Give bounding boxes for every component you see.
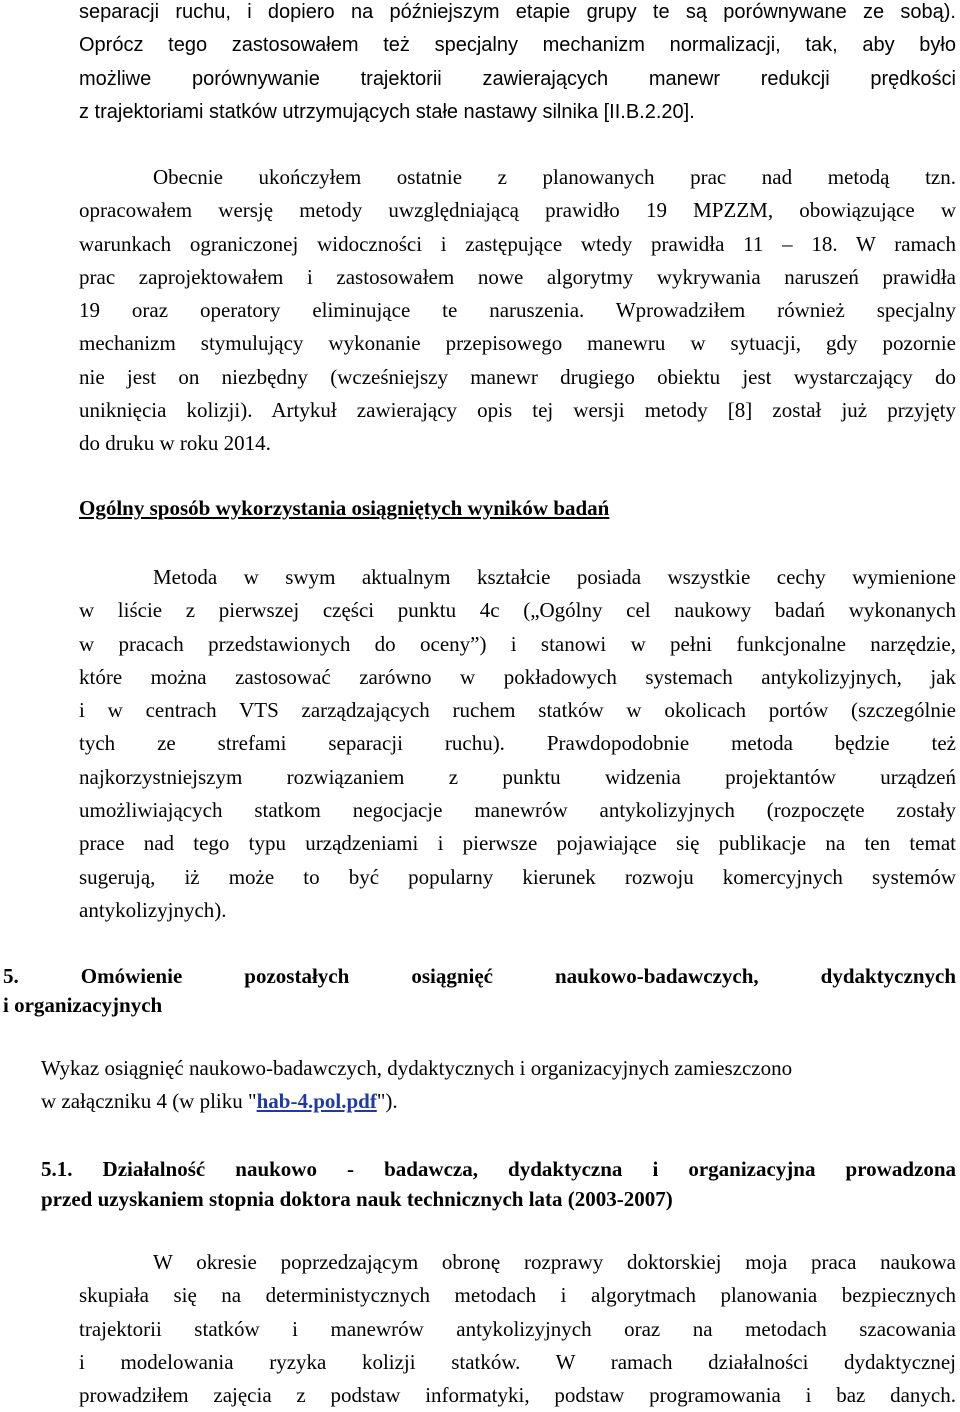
text-line: skupiała się na deterministycznych metodach i algorytmach planowania bezpiecznych: [79, 1283, 956, 1308]
text-line: i organizacyjnych: [3, 993, 163, 1017]
paragraph-top: [79, 0, 956, 129]
text-line: prace nad tego typu urządzeniami i pierwsze pojawiające się publikacje na ten temat: [79, 831, 956, 856]
text-line: [41, 1085, 945, 1118]
text-line: przed uzyskaniem stopnia doktora nauk technicznych lata (2003-2007): [41, 1187, 673, 1211]
text-line: najkorzystniejszym rozwiązaniem z punktu widzenia projektantów urządzeń: [79, 764, 956, 789]
text-line: możliwe porównywanie trajektorii zawierających manewr redukcji prędkości: [79, 67, 956, 90]
text-line: Obecnie ukończyłem ostatnie z planowanych prac nad metodą tzn.: [153, 165, 956, 189]
section-heading: Ogólny sposób wykorzystania osiągniętych wyników badań: [79, 496, 610, 520]
text-line: antykolizyjnych).: [79, 897, 227, 922]
text-line: tych ze strefami separacji ruchu). Prawdopodobnie metoda będzie też: [79, 731, 956, 756]
text-line: Wykaz osiągnięć naukowo-badawczych, dydaktycznych i organizacyjnych zamieszczono: [41, 1056, 793, 1080]
text-line: opracowałem wersję metody uwzględniającą prawidło 19 MPZZM, obowiązujące w: [79, 198, 956, 223]
text-line: Oprócz tego zastosowałem też specjalny mechanizm normalizacji, tak, aby było: [79, 34, 956, 57]
text-line: umożliwiających statkom negocjacje manewrów antykolizyjnych (rozpoczęte zostały: [79, 798, 956, 823]
text-line: i modelowania ryzyka kolizji statków. W ramach działalności dydaktycznej: [79, 1349, 956, 1374]
text-line: 19 oraz operatory eliminujące te naruszenia. Wprowadziłem również specjalny: [79, 298, 956, 323]
text-fragment: ").: [376, 1089, 398, 1114]
text-line: separacji ruchu, i dopiero na późniejszym etapie grupy te są porównywane ze sobą).: [79, 1, 956, 23]
text-line: W okresie poprzedzającym obronę rozprawy doktorskiej moja praca naukowa: [153, 1250, 956, 1274]
text-line: uniknięcia kolizji). Artykuł zawierający opis tej wersji metody [8] został już przyjęty: [79, 398, 956, 423]
text-line: prowadziłem zajęcia z podstaw informatyki, podstaw programowania i baz danych.: [79, 1383, 956, 1408]
paragraph-current-work: [79, 161, 956, 461]
text-line: w pracach przedstawionych do oceny”) i stanowi w pełni funkcjonalne narzędzie,: [79, 631, 956, 656]
text-line: warunkach ograniczonej widoczności i zastępujące wtedy prawidła 11 – 18. W ramach: [79, 231, 956, 256]
text-line: w liście z pierwszej części punktu 4c („Ogólny cel naukowy badań wykonanych: [79, 598, 956, 623]
text-line: 5.1. Działalność naukowo - badawcza, dydaktyczna i organizacyjna prowadzona: [41, 1157, 956, 1181]
section-5-1-heading: [41, 1154, 956, 1214]
text-line: trajektorii statków i manewrów antykolizyjnych oraz na metodach szacowania: [79, 1316, 956, 1341]
text-line: do druku w roku 2014.: [79, 431, 271, 456]
text-line: z trajektoriami statków utrzymujących stałe nastawy silnika [II.B.2.20].: [79, 100, 695, 123]
paragraph-usage: [79, 561, 956, 927]
text-line: 5. Omówienie pozostałych osiągnięć naukowo-badawczych, dydaktycznych: [3, 964, 956, 988]
text-line: i w centrach VTS zarządzających ruchem statków w okolicach portów (szczególnie: [79, 698, 956, 723]
text-line: nie jest on niezbędny (wcześniejszy manewr drugiego obiektu jest wystarczający do: [79, 364, 956, 389]
text-line: Metoda w swym aktualnym kształcie posiada wszystkie cechy wymienione: [153, 565, 956, 589]
text-fragment: w załączniku 4 (w pliku ": [41, 1089, 257, 1114]
text-line: prac zaprojektowałem i zastosowałem nowe algorytmy wykrywania naruszeń prawidła: [79, 264, 956, 289]
section-5-heading: [3, 962, 956, 1020]
attachment-link[interactable]: hab-4.pol.pdf: [256, 1089, 377, 1114]
text-line: sugerują, iż może to być popularny kierunek rozwoju komercyjnych systemów: [79, 864, 956, 889]
paragraph-before-phd: [79, 1246, 956, 1412]
text-line: mechanizm stymulujący wykonanie przepisowego manewru w sytuacji, gdy pozornie: [79, 331, 956, 356]
section-5-text: [41, 1052, 945, 1119]
text-line: które można zastosować zarówno w pokładowych systemach antykolizyjnych, jak: [79, 664, 956, 689]
